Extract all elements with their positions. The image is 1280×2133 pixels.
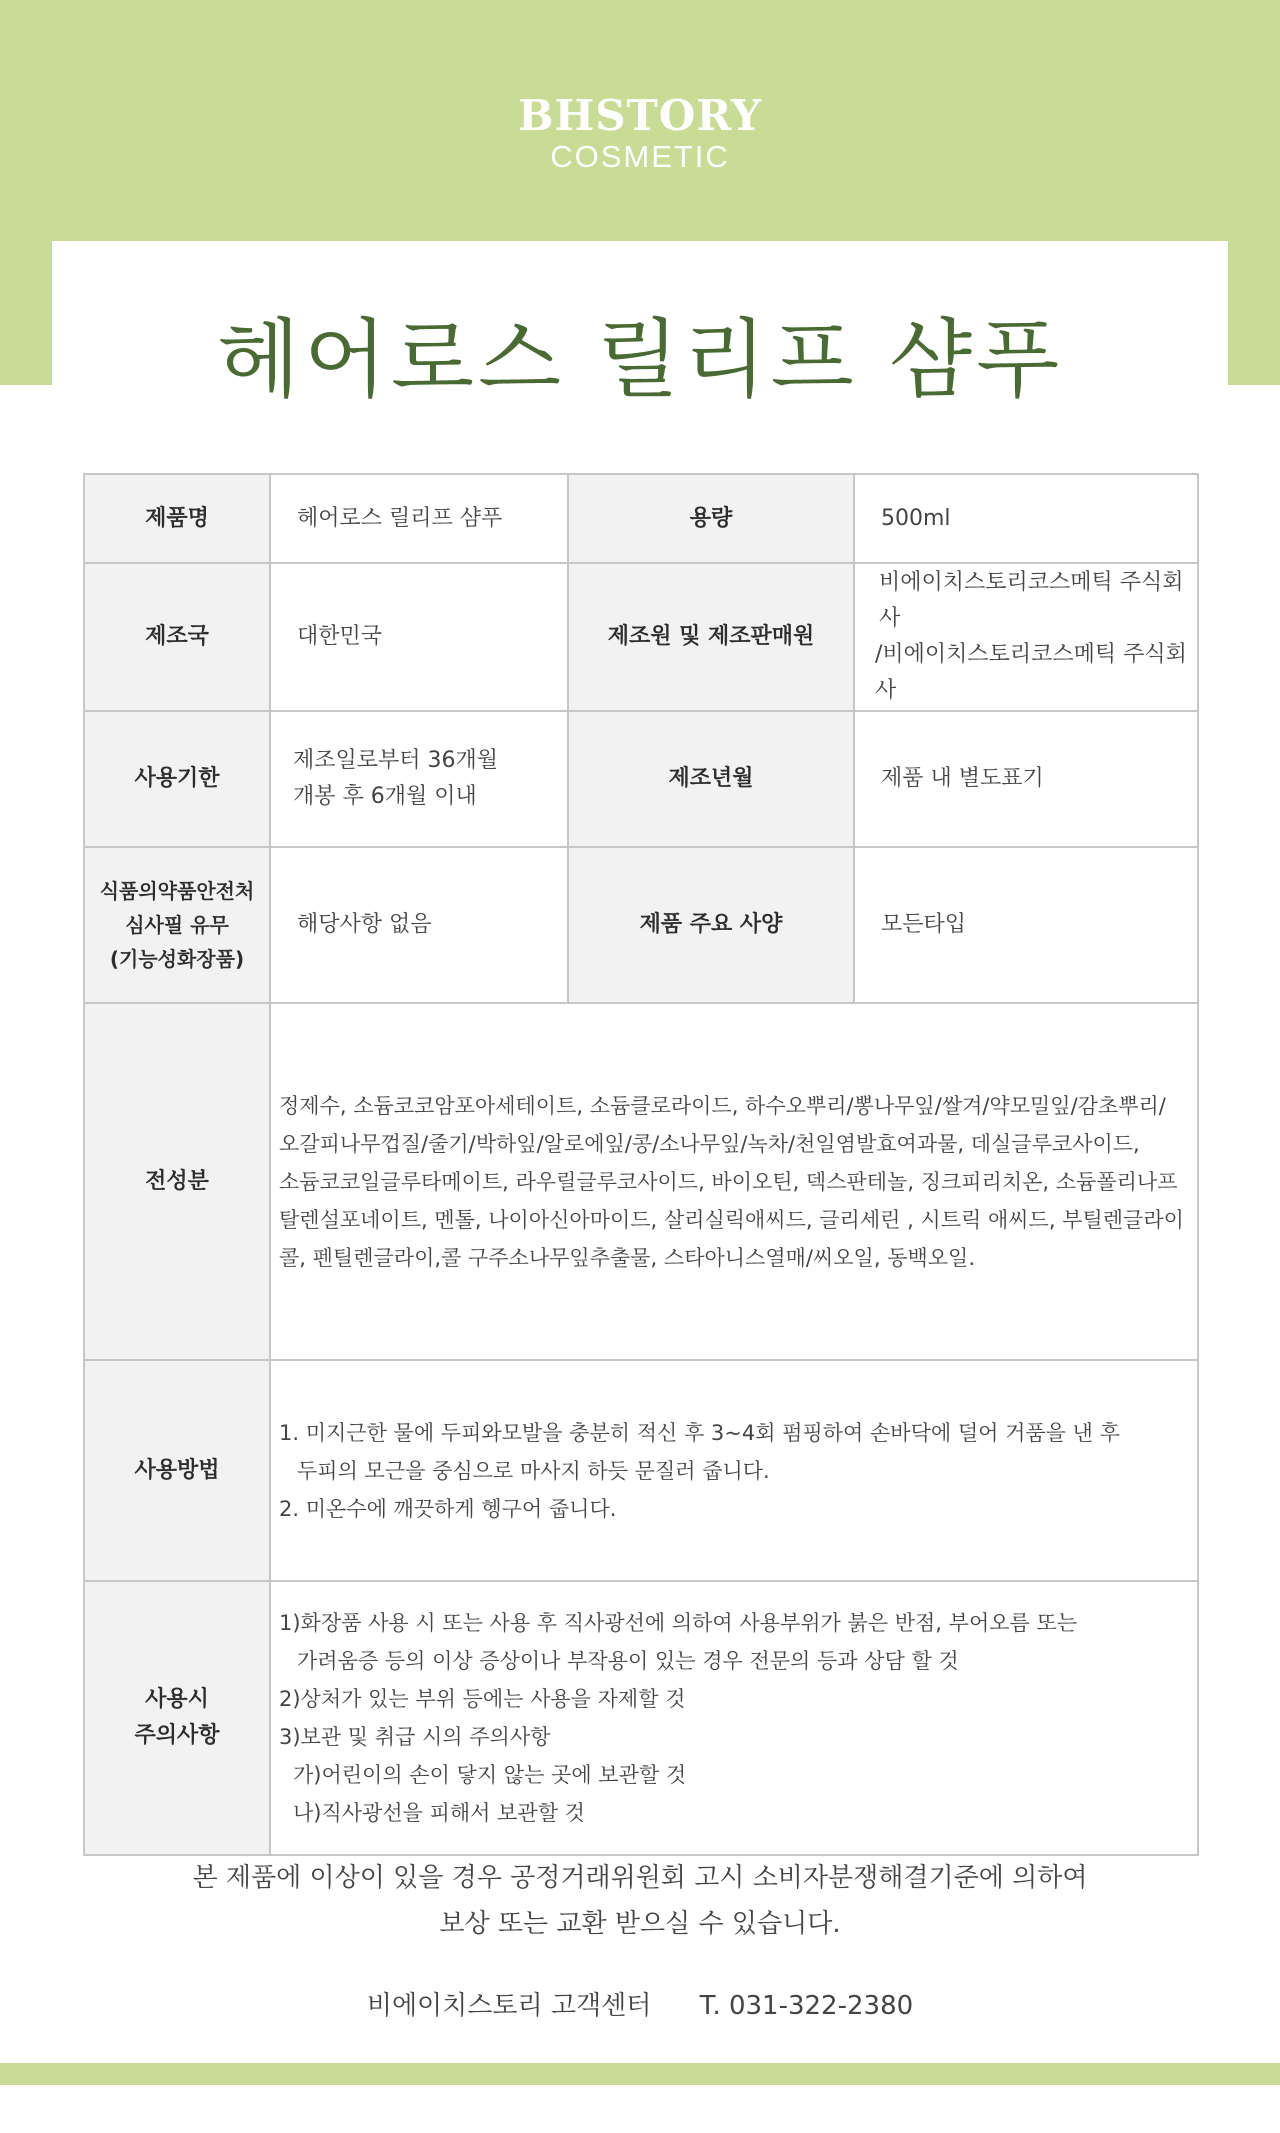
maker-value xyxy=(854,563,1198,711)
brand-sub: COSMETIC xyxy=(550,139,730,174)
notice-line-1: 본 제품에 이상이 있을 경우 공정거래위원회 고시 소비자분쟁해결기준에 의하여 xyxy=(192,1863,1088,1893)
mfds-value: 해당사항 없음 xyxy=(270,847,568,1003)
table-row xyxy=(84,1360,1198,1581)
volume-value: 500ml xyxy=(854,474,1198,563)
maker-line-1: 비에이치스토리코스메틱 주식회사 xyxy=(879,570,1184,631)
mfg-date-value: 제품 내 별도표기 xyxy=(854,711,1198,847)
usage-line: 1. 미지근한 물에 두피와모발을 충분히 적신 후 3~4회 펌핑하여 손바닥에 덜어 거품을 낸 후 xyxy=(279,1420,1120,1445)
expiry-label: 사용기한 xyxy=(84,711,270,847)
notice-text xyxy=(0,1855,1280,1947)
ingredients-label: 전성분 xyxy=(84,1003,270,1360)
mfds-label-line-2: 심사필 유무 xyxy=(125,913,229,937)
caution-label-line-2: 주의사항 xyxy=(134,1723,220,1748)
mfg-date-label: 제조년월 xyxy=(568,711,854,847)
expiry-line-1: 제조일로부터 36개월 xyxy=(293,748,499,773)
country-value: 대한민국 xyxy=(270,563,568,711)
product-name-label: 제품명 xyxy=(84,474,270,563)
table-row xyxy=(84,711,1198,847)
ingredients-line: 탈렌설포네이트, 멘톨, 나이아신아마이드, 살리실릭애씨드, 글리세린 , 시트릭 애씨드, 부틸렌글라이 xyxy=(279,1207,1184,1232)
usage-line: 두피의 모근을 중심으로 마사지 하듯 문질러 줍니다. xyxy=(297,1458,770,1483)
ingredients-line: 콜, 펜틸렌글라이,콜 구주소나무잎추출물, 스타아니스열매/씨오일, 동백오일. xyxy=(279,1245,976,1270)
mfds-label xyxy=(84,847,270,1003)
notice-line-2: 보상 또는 교환 받으실 수 있습니다. xyxy=(439,1909,841,1939)
expiry-value xyxy=(270,711,568,847)
customer-center-label: 비에이치스토리 고객센터 xyxy=(366,1991,652,2021)
mfds-label-line-1: 식품의약품안전처 xyxy=(99,879,255,903)
caution-line: 가려움증 등의 이상 증상이나 부작용이 있는 경우 전문의 등과 상담 할 것 xyxy=(297,1649,959,1673)
spec-label: 제품 주요 사양 xyxy=(568,847,854,1003)
table-row xyxy=(84,1581,1198,1855)
product-info-table xyxy=(83,473,1199,1856)
caution-label xyxy=(84,1581,270,1855)
table-row xyxy=(84,563,1198,711)
product-name-value: 헤어로스 릴리프 샴푸 xyxy=(270,474,568,563)
expiry-line-2: 개봉 후 6개월 이내 xyxy=(293,784,477,809)
table-row xyxy=(84,847,1198,1003)
customer-center xyxy=(0,1985,1280,2022)
ingredients-line: 소듐코코일글루타메이트, 라우릴글루코사이드, 바이오틴, 덱스판테놀, 징크피리치온, 소듐폴리나프 xyxy=(279,1169,1178,1194)
spec-value: 모든타입 xyxy=(854,847,1198,1003)
caution-label-line-1: 사용시 xyxy=(145,1687,209,1712)
customer-center-phone: T. 031-322-2380 xyxy=(699,1991,914,2021)
caution-line: 가)어린이의 손이 닿지 않는 곳에 보관할 것 xyxy=(293,1763,687,1787)
brand-logo xyxy=(0,92,1280,174)
country-label: 제조국 xyxy=(84,563,270,711)
maker-label: 제조원 및 제조판매원 xyxy=(568,563,854,711)
table-row xyxy=(84,474,1198,563)
caution-line: 1)화장품 사용 시 또는 사용 후 직사광선에 의하여 사용부위가 붉은 반점, 부어오름 또는 xyxy=(279,1611,1078,1635)
ingredients-line: 정제수, 소듐코코암포아세테이트, 소듐클로라이드, 하수오뿌리/뽕나무잎/쌀겨/약모밀잎/감초뿌리/ xyxy=(279,1093,1166,1118)
page-title: 헤어로스 릴리프 샴푸 xyxy=(216,310,1064,410)
ingredients-line: 오갈피나무껍질/줄기/박하잎/알로에잎/콩/소나무잎/녹차/천일염발효여과물, 데실글루코사이드, xyxy=(279,1131,1140,1156)
usage-value xyxy=(270,1360,1198,1581)
table-row xyxy=(84,1003,1198,1360)
usage-line: 2. 미온수에 깨끗하게 헹구어 줍니다. xyxy=(279,1496,617,1521)
maker-line-2: /비에이치스토리코스메틱 주식회사 xyxy=(875,642,1187,703)
volume-label: 용량 xyxy=(568,474,854,563)
brand-name: BHSTORY xyxy=(518,91,762,140)
mfds-label-line-3: (기능성화장품) xyxy=(109,947,245,971)
ingredients-value xyxy=(270,1003,1198,1360)
caution-value xyxy=(270,1581,1198,1855)
footer-band xyxy=(0,2063,1280,2085)
caution-line: 나)직사광선을 피해서 보관할 것 xyxy=(293,1801,585,1825)
caution-line: 3)보관 및 취급 시의 주의사항 xyxy=(279,1725,551,1749)
caution-line: 2)상처가 있는 부위 등에는 사용을 자제할 것 xyxy=(279,1687,686,1711)
usage-label: 사용방법 xyxy=(84,1360,270,1581)
